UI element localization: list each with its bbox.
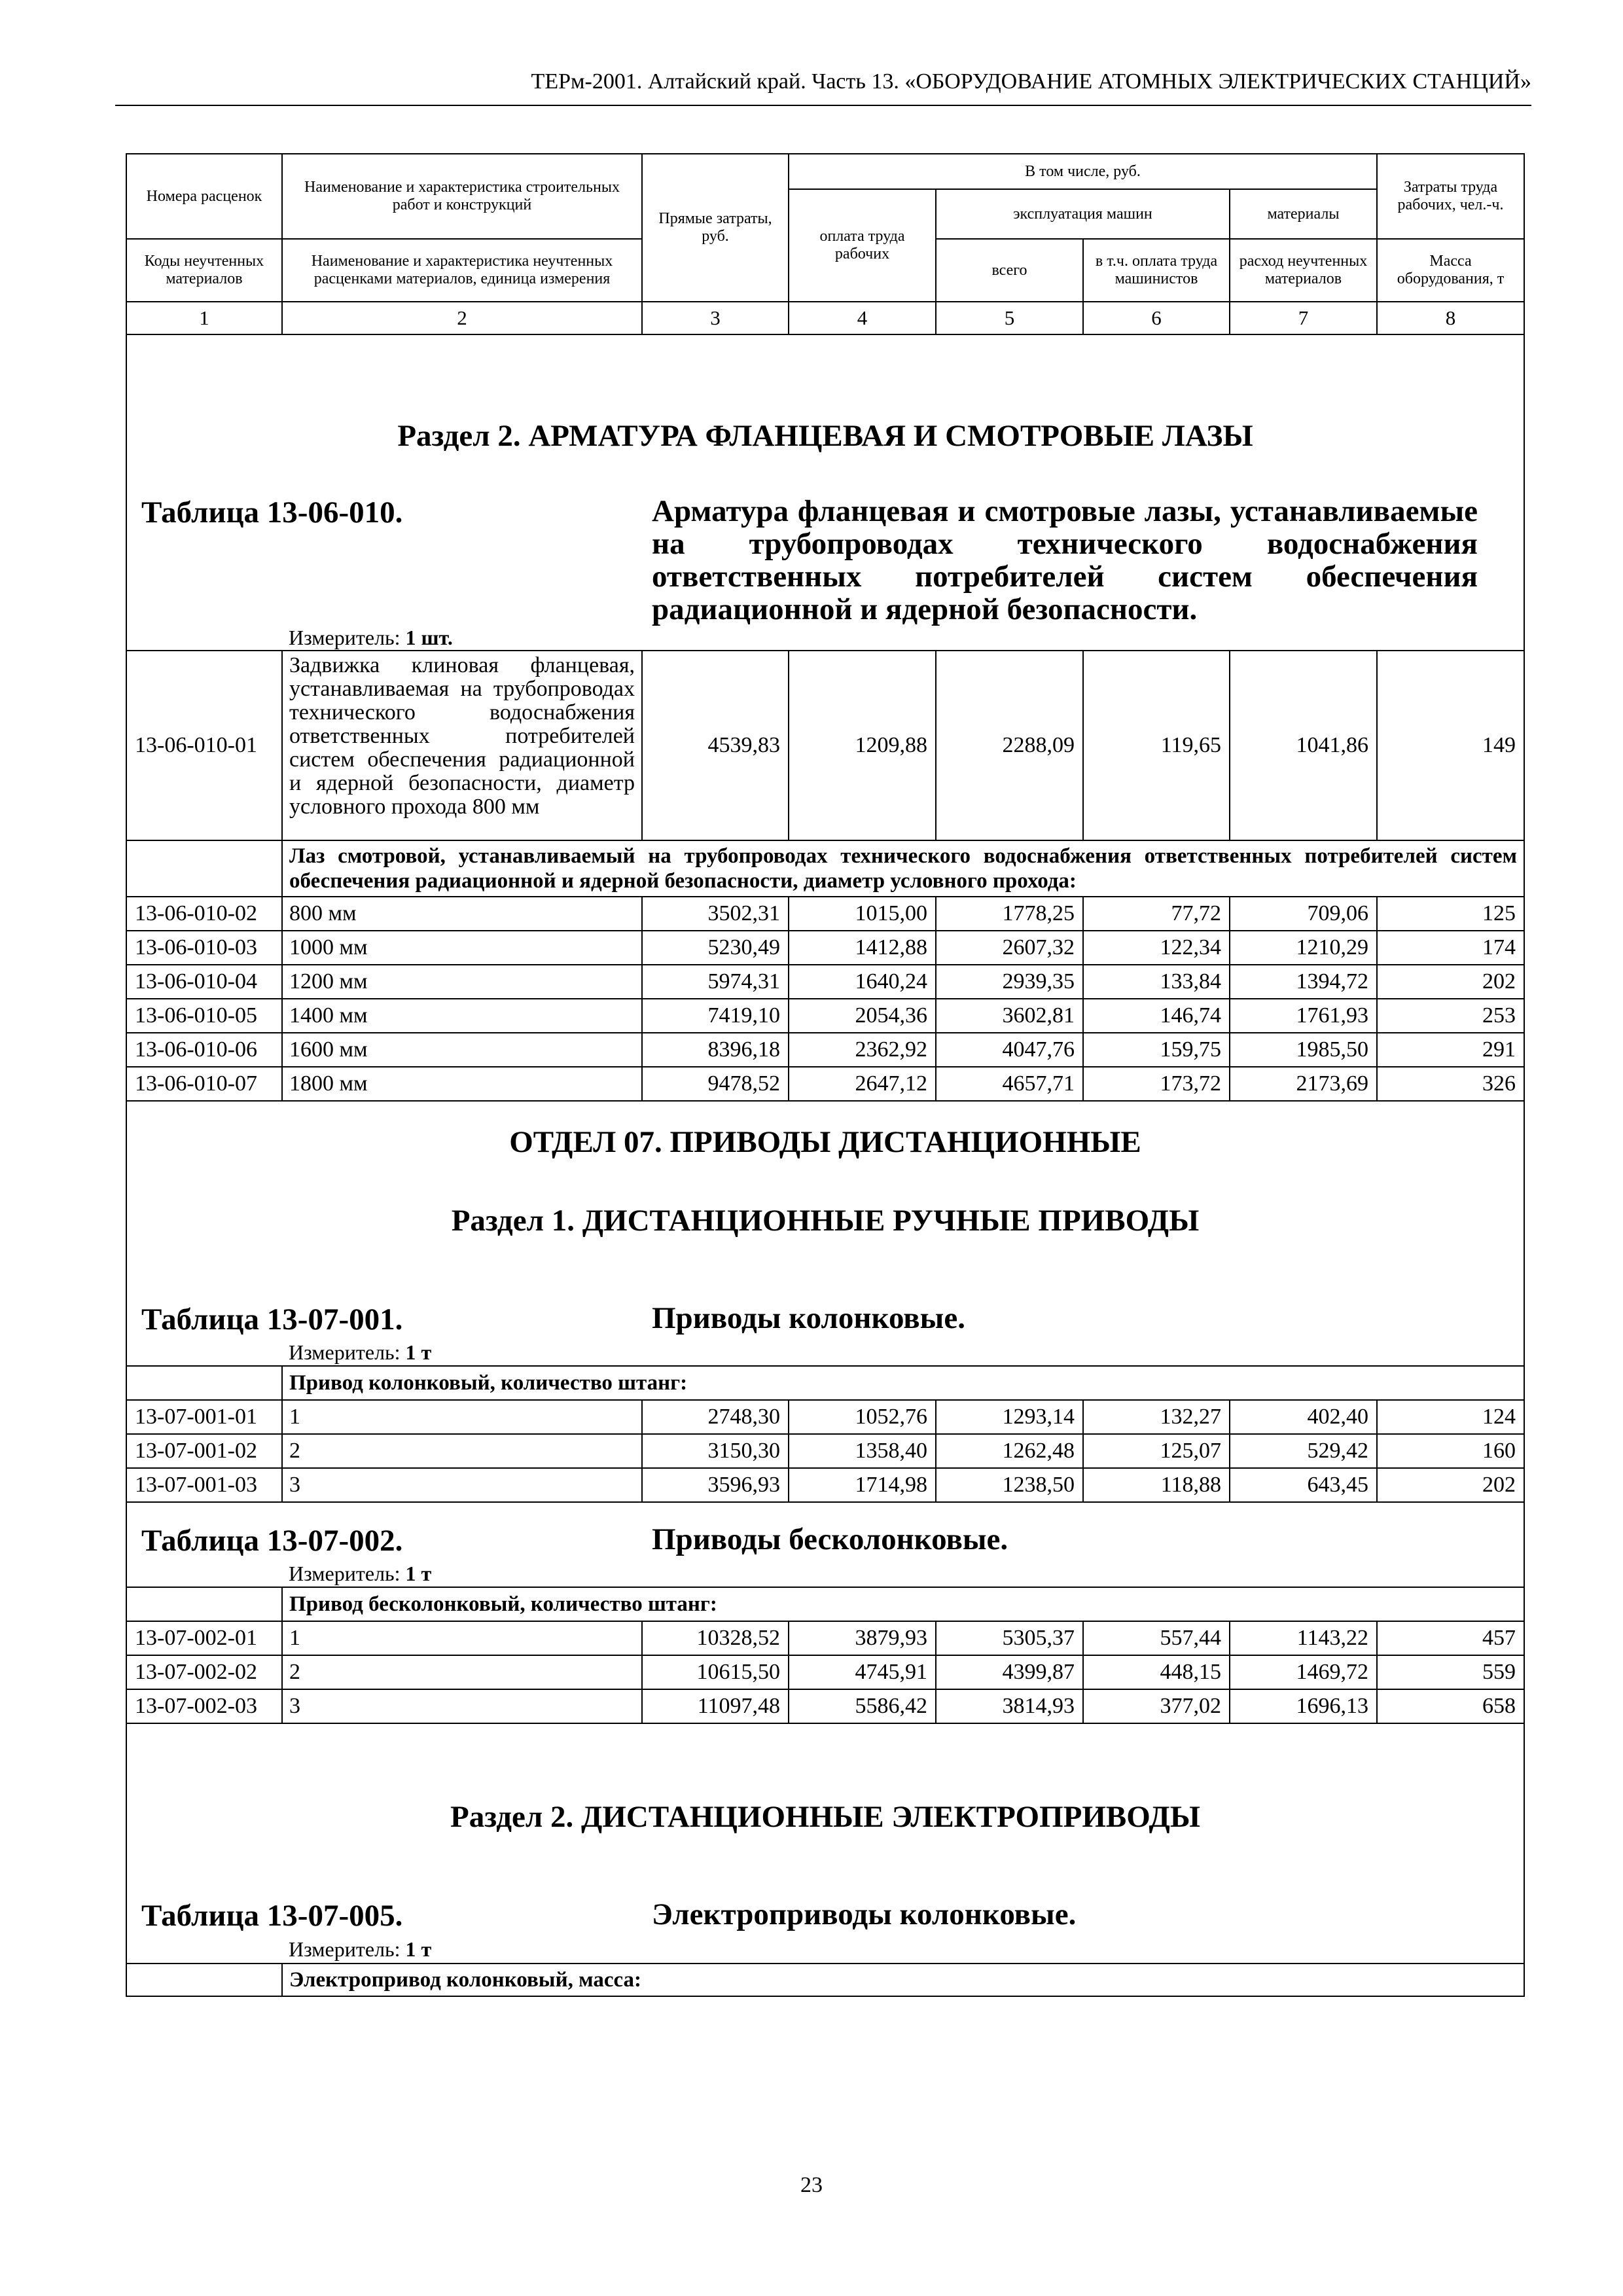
worker-pay: 1640,24 <box>789 965 936 999</box>
machine-total: 3602,81 <box>936 999 1083 1033</box>
direct-costs: 10328,52 <box>642 1621 789 1655</box>
materials: 643,45 <box>1230 1468 1377 1502</box>
col-header-equipment-mass: Масса оборудования, т <box>1377 239 1524 302</box>
labor-hours: 326 <box>1377 1067 1524 1101</box>
materials: 709,06 <box>1230 897 1377 931</box>
section-title: Раздел 1. ДИСТАНЦИОННЫЕ РУЧНЫЕ ПРИВОДЫ <box>126 1160 1524 1245</box>
machinist-pay: 119,65 <box>1083 651 1230 840</box>
direct-costs: 9478,52 <box>642 1067 789 1101</box>
measure-label: Измеритель: <box>289 626 401 649</box>
materials: 2173,69 <box>1230 1067 1377 1101</box>
category-heading: Лаз смотровой, устанавливаемый на трубопроводах технического водоснабжения ответственных потребителей систем обеспечения радиационной и ядерной безопасности, диаметр условного прохода: <box>282 840 1524 897</box>
machine-total: 5305,37 <box>936 1621 1083 1655</box>
table-label: Таблица 13-07-002. <box>141 1524 403 1558</box>
worker-pay: 1052,76 <box>789 1400 936 1434</box>
col-header-machine-total: всего <box>936 239 1083 302</box>
materials: 402,40 <box>1230 1400 1377 1434</box>
col-header-material-names: Наименование и характеристика неучтенных расценками материалов, единица измерения <box>282 239 642 302</box>
machinist-pay: 118,88 <box>1083 1468 1230 1502</box>
col-header-worker-pay: оплата труда рабочих <box>789 189 936 302</box>
machinist-pay: 377,02 <box>1083 1689 1230 1723</box>
table-title: Приводы бесколонковые. <box>652 1522 1008 1556</box>
col-header-direct-costs: Прямые затраты, руб. <box>642 154 789 302</box>
rate-code: 13-06-010-01 <box>126 651 282 840</box>
materials: 1985,50 <box>1230 1033 1377 1067</box>
rate-code: 13-07-002-02 <box>126 1655 282 1689</box>
labor-hours: 253 <box>1377 999 1524 1033</box>
direct-costs: 3502,31 <box>642 897 789 931</box>
machine-total: 4399,87 <box>936 1655 1083 1689</box>
machine-total: 3814,93 <box>936 1689 1083 1723</box>
col-number: 7 <box>1230 302 1377 334</box>
rate-code: 13-06-010-04 <box>126 965 282 999</box>
worker-pay: 2054,36 <box>789 999 936 1033</box>
col-number: 8 <box>1377 302 1524 334</box>
col-header-unaccounted-materials: расход неучтенных материалов <box>1230 239 1377 302</box>
col-header-material-codes: Коды неучтенных материалов <box>126 239 282 302</box>
worker-pay: 3879,93 <box>789 1621 936 1655</box>
table-title: Арматура фланцевая и смотровые лазы, устанавливаемые на трубопроводах технического водоснабжения ответственных потребителей систем обеспечения радиационной и ядерной безопасности. <box>652 494 1478 626</box>
machine-total: 2607,32 <box>936 931 1083 965</box>
rate-code: 13-07-002-03 <box>126 1689 282 1723</box>
section-title: Раздел 2. ДИСТАНЦИОННЫЕ ЭЛЕКТРОПРИВОДЫ <box>126 1723 1524 1841</box>
labor-hours: 291 <box>1377 1033 1524 1067</box>
materials: 1761,93 <box>1230 999 1377 1033</box>
col-number: 2 <box>282 302 642 334</box>
measure-label: Измеритель: <box>289 1937 401 1961</box>
direct-costs: 3150,30 <box>642 1434 789 1468</box>
col-header-machine-operation: эксплуатация машин <box>936 189 1230 239</box>
materials: 1143,22 <box>1230 1621 1377 1655</box>
rate-description: 2 <box>282 1434 642 1468</box>
machinist-pay: 122,34 <box>1083 931 1230 965</box>
col-header-labor-costs: Затраты труда рабочих, чел.-ч. <box>1377 154 1524 239</box>
rate-code: 13-07-001-03 <box>126 1468 282 1502</box>
col-number: 3 <box>642 302 789 334</box>
page-number: 23 <box>800 2173 823 2197</box>
col-header-rate-number: Номера расценок <box>126 154 282 239</box>
running-header: ТЕРм-2001. Алтайский край. Часть 13. «ОБОРУДОВАНИЕ АТОМНЫХ ЭЛЕКТРИЧЕСКИХ СТАНЦИЙ» <box>115 65 1531 106</box>
rate-code: 13-06-010-05 <box>126 999 282 1033</box>
direct-costs: 5974,31 <box>642 965 789 999</box>
machinist-pay: 132,27 <box>1083 1400 1230 1434</box>
col-header-work-name: Наименование и характеристика строительных работ и конструкций <box>282 154 642 239</box>
worker-pay: 4745,91 <box>789 1655 936 1689</box>
rate-description: 1 <box>282 1400 642 1434</box>
worker-pay: 1015,00 <box>789 897 936 931</box>
direct-costs: 10615,50 <box>642 1655 789 1689</box>
machinist-pay: 159,75 <box>1083 1033 1230 1067</box>
machinist-pay: 557,44 <box>1083 1621 1230 1655</box>
machinist-pay: 448,15 <box>1083 1655 1230 1689</box>
rate-description: 1000 мм <box>282 931 642 965</box>
rate-code: 13-06-010-02 <box>126 897 282 931</box>
direct-costs: 8396,18 <box>642 1033 789 1067</box>
rate-code: 13-07-001-01 <box>126 1400 282 1434</box>
labor-hours: 559 <box>1377 1655 1524 1689</box>
machine-total: 1238,50 <box>936 1468 1083 1502</box>
worker-pay: 2362,92 <box>789 1033 936 1067</box>
direct-costs: 7419,10 <box>642 999 789 1033</box>
rate-code: 13-07-002-01 <box>126 1621 282 1655</box>
direct-costs: 2748,30 <box>642 1400 789 1434</box>
col-header-machinist-pay: в т.ч. оплата труда машинистов <box>1083 239 1230 302</box>
labor-hours: 125 <box>1377 897 1524 931</box>
materials: 1041,86 <box>1230 651 1377 840</box>
rate-description: 1 <box>282 1621 642 1655</box>
rate-description: 1200 мм <box>282 965 642 999</box>
rate-code: 13-06-010-06 <box>126 1033 282 1067</box>
table-title: Электроприводы колонковые. <box>652 1897 1077 1931</box>
category-heading: Электропривод колонковый, масса: <box>282 1964 1524 1996</box>
table-label: Таблица 13-06-010. <box>141 495 403 529</box>
materials: 1696,13 <box>1230 1689 1377 1723</box>
machinist-pay: 173,72 <box>1083 1067 1230 1101</box>
labor-hours: 124 <box>1377 1400 1524 1434</box>
measure-label: Измеритель: <box>289 1340 401 1364</box>
machine-total: 4657,71 <box>936 1067 1083 1101</box>
rate-description: 1600 мм <box>282 1033 642 1067</box>
direct-costs: 4539,83 <box>642 651 789 840</box>
labor-hours: 202 <box>1377 1468 1524 1502</box>
rate-description: 3 <box>282 1689 642 1723</box>
rate-code: 13-06-010-03 <box>126 931 282 965</box>
col-number: 6 <box>1083 302 1230 334</box>
rate-code: 13-06-010-07 <box>126 1067 282 1101</box>
materials: 1210,29 <box>1230 931 1377 965</box>
machinist-pay: 125,07 <box>1083 1434 1230 1468</box>
worker-pay: 1209,88 <box>789 651 936 840</box>
machine-total: 1262,48 <box>936 1434 1083 1468</box>
direct-costs: 3596,93 <box>642 1468 789 1502</box>
rate-description: Задвижка клиновая фланцевая, устанавливаемая на трубопроводах технического водоснабжения ответственных потребителей систем обеспечения радиационной и ядерной безопасности, диаметр условного прохода 800 мм <box>282 651 642 840</box>
labor-hours: 160 <box>1377 1434 1524 1468</box>
machinist-pay: 77,72 <box>1083 897 1230 931</box>
labor-hours: 457 <box>1377 1621 1524 1655</box>
labor-hours: 149 <box>1377 651 1524 840</box>
materials: 1469,72 <box>1230 1655 1377 1689</box>
worker-pay: 1714,98 <box>789 1468 936 1502</box>
machine-total: 2288,09 <box>936 651 1083 840</box>
table-label: Таблица 13-07-005. <box>141 1899 403 1933</box>
rate-code: 13-07-001-02 <box>126 1434 282 1468</box>
rate-description: 2 <box>282 1655 642 1689</box>
col-header-materials: материалы <box>1230 189 1377 239</box>
labor-hours: 174 <box>1377 931 1524 965</box>
materials: 1394,72 <box>1230 965 1377 999</box>
worker-pay: 5586,42 <box>789 1689 936 1723</box>
col-number: 5 <box>936 302 1083 334</box>
machinist-pay: 133,84 <box>1083 965 1230 999</box>
category-heading: Привод колонковый, количество штанг: <box>282 1366 1524 1400</box>
direct-costs: 5230,49 <box>642 931 789 965</box>
rate-description: 1800 мм <box>282 1067 642 1101</box>
machine-total: 1293,14 <box>936 1400 1083 1434</box>
direct-costs: 11097,48 <box>642 1689 789 1723</box>
machine-total: 2939,35 <box>936 965 1083 999</box>
department-title: ОТДЕЛ 07. ПРИВОДЫ ДИСТАНЦИОННЫЕ <box>126 1101 1524 1160</box>
labor-hours: 202 <box>1377 965 1524 999</box>
machinist-pay: 146,74 <box>1083 999 1230 1033</box>
section-title: Раздел 2. АРМАТУРА ФЛАНЦЕВАЯ И СМОТРОВЫЕ ЛАЗЫ <box>126 334 1524 459</box>
worker-pay: 1412,88 <box>789 931 936 965</box>
table-label: Таблица 13-07-001. <box>141 1302 403 1336</box>
worker-pay: 2647,12 <box>789 1067 936 1101</box>
rates-table <box>126 153 1525 1997</box>
machine-total: 1778,25 <box>936 897 1083 931</box>
measure-value: 1 шт. <box>405 626 453 649</box>
rate-description: 1400 мм <box>282 999 642 1033</box>
measure-label: Измеритель: <box>289 1562 401 1585</box>
col-number: 1 <box>126 302 282 334</box>
rate-description: 3 <box>282 1468 642 1502</box>
measure-value: 1 т <box>405 1937 432 1961</box>
col-number: 4 <box>789 302 936 334</box>
rate-description: 800 мм <box>282 897 642 931</box>
worker-pay: 1358,40 <box>789 1434 936 1468</box>
table-title: Приводы колонковые. <box>652 1301 965 1335</box>
measure-value: 1 т <box>405 1562 432 1585</box>
col-header-including: В том числе, руб. <box>789 154 1377 189</box>
category-heading: Привод бесколонковый, количество штанг: <box>282 1587 1524 1621</box>
labor-hours: 658 <box>1377 1689 1524 1723</box>
materials: 529,42 <box>1230 1434 1377 1468</box>
measure-value: 1 т <box>405 1340 432 1364</box>
machine-total: 4047,76 <box>936 1033 1083 1067</box>
